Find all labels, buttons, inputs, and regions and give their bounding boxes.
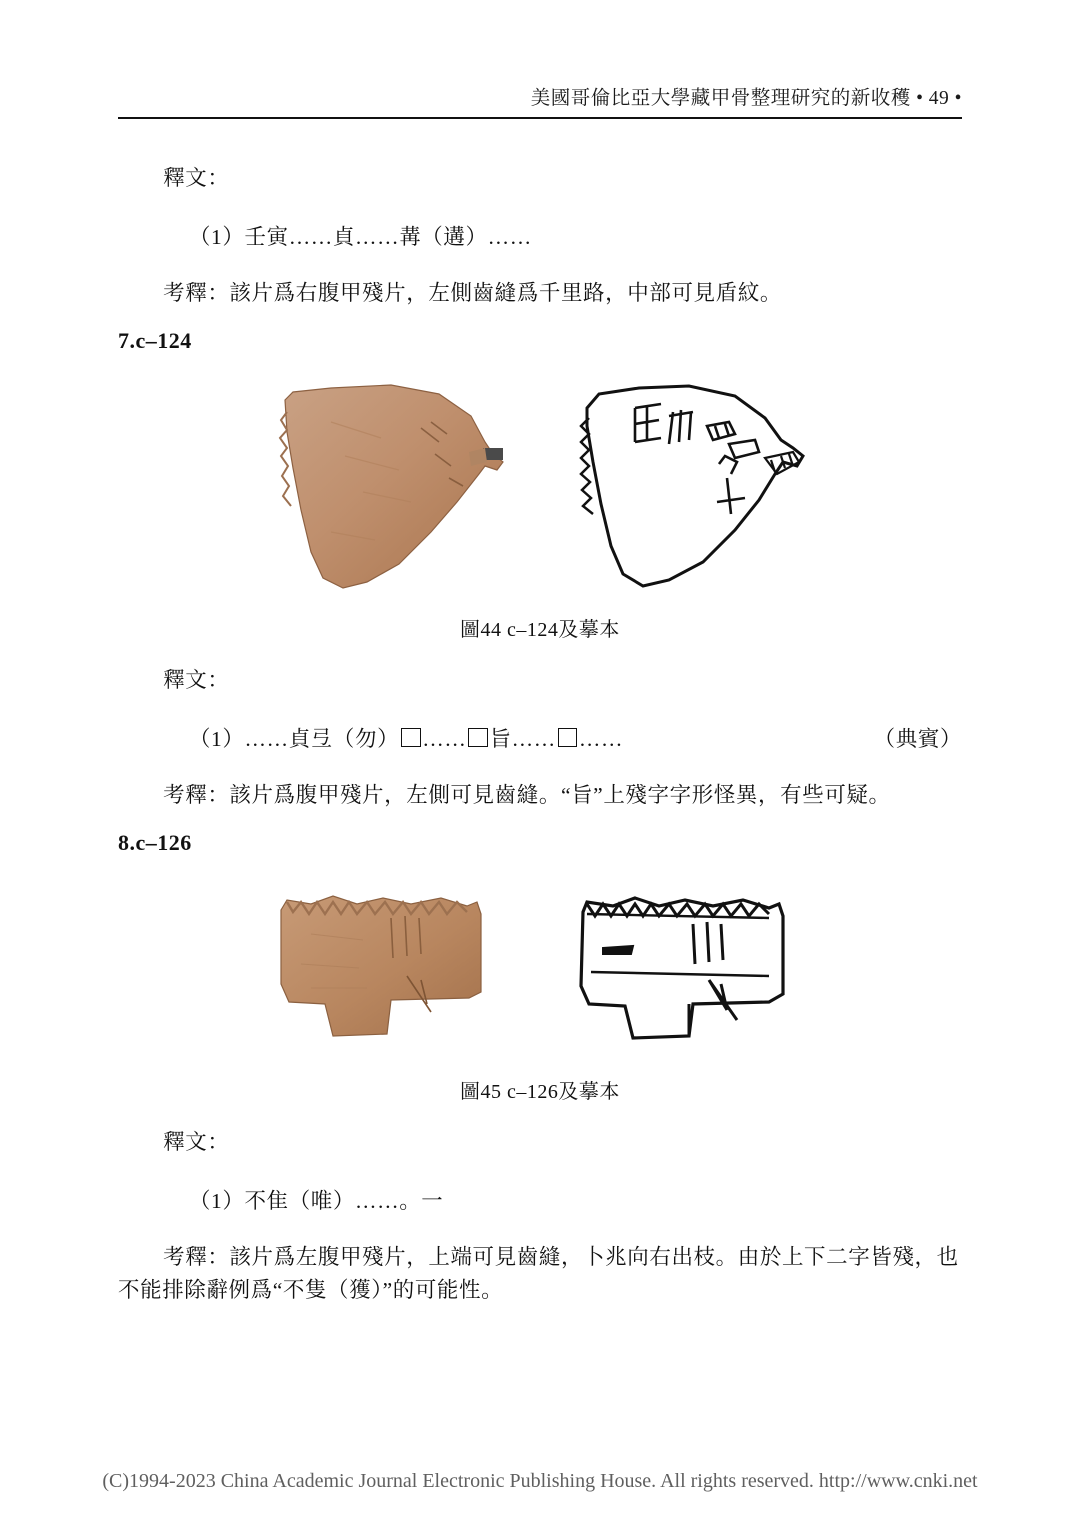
figure-45	[118, 884, 962, 1104]
transcription-entry-2	[118, 723, 962, 756]
section-heading-8: 8.c–126	[118, 829, 192, 855]
figure-44-caption: 圖44 c–124及摹本	[460, 619, 620, 642]
commentary-3: 考釋：該片爲左腹甲殘片，上端可見齒縫，卜兆向右出枝。由於上下二字皆殘，也不能排除辭例爲“不隻（獲）”的可能性。	[118, 1244, 959, 1302]
figure-44-images	[118, 382, 962, 597]
running-header: 美國哥倫比亞大學藏甲骨整理研究的新收穫 • 49 •	[530, 88, 962, 109]
figure-45-images	[118, 884, 962, 1059]
oracle-bone-photo-c124	[271, 382, 511, 597]
entry-2-part-2: ……	[422, 727, 467, 752]
shiwen-label-1: 釋文：	[163, 166, 230, 190]
header-divider	[118, 117, 962, 119]
section-heading-7: 7.c–124	[118, 327, 192, 353]
missing-glyph-box	[401, 728, 421, 748]
commentary-2: 考釋：該片爲腹甲殘片，左側可見齒縫。“旨”上殘字字形怪異，有些可疑。	[163, 782, 891, 807]
oracle-bone-photo-c126	[271, 884, 511, 1059]
shiwen-label-3: 釋文：	[163, 1130, 230, 1155]
oracle-bone-tracing-c124	[569, 382, 809, 597]
missing-glyph-box	[468, 728, 488, 748]
shiwen-label-2: 釋文：	[163, 668, 230, 693]
missing-glyph-box	[558, 728, 578, 748]
entry-2-part-3: 旨……	[489, 727, 556, 752]
transcription-entry-1: （1）壬寅……貞……冓（遘）……	[188, 225, 532, 250]
page-content	[118, 140, 962, 1307]
transcription-entry-3: （1）不隹（唯）……。一	[188, 1189, 444, 1214]
oracle-bone-tracing-c126	[569, 884, 809, 1059]
commentary-1: 考釋：該片爲右腹甲殘片，左側齒縫爲千里路，中部可見盾紋。	[163, 280, 782, 305]
figure-45-caption: 圖45 c–126及摹本	[460, 1081, 620, 1104]
cnki-footer: (C)1994-2023 China Academic Journal Electronic Publishing House. All rights reserved. http://www.cnki.net	[102, 1470, 978, 1492]
entry-2-part-1: （1）……貞弖（勿）	[188, 727, 400, 752]
figure-44	[118, 382, 962, 642]
entry-2-part-4: ……	[578, 727, 624, 752]
entry-2-period-tag: （典賓）	[873, 727, 962, 752]
